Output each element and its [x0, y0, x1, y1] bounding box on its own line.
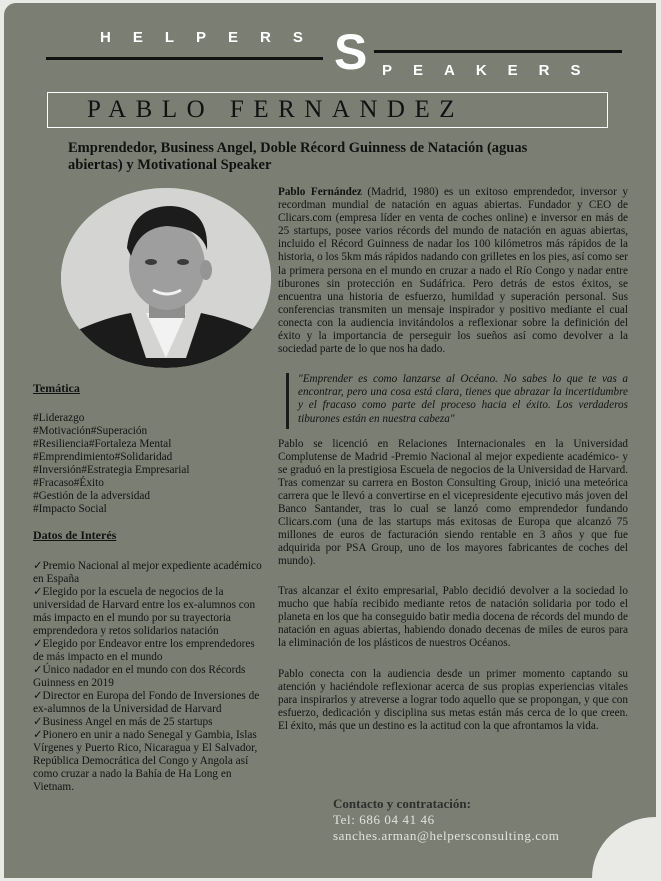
bio-paragraph-2: Pablo se licenció en Relaciones Internacionales en la Universidad Complutense de Madrid -Premio Nacional al mejor expediente académico- y se graduó en la prestigiosa Escuela de negocios de la Universidad de Harvard. Tras comenzar su carrera en Boston Consulting Group, inició una meteórica carrera que le llevó a convertirse en el vicepresidente ejecutivo más joven del Banco Santander, tras lo cual se lanzó como emprendedor fundando Clicars.com (una de las startups más exitosas de Europa que alcanzó 75 millones de euros de facturación siendo rentable en 3 años y que fue adquirida por PSA Group, uno de los mayores fabricantes de coches del mundo).	[278, 437, 628, 568]
datos-item: ✓Premio Nacional al mejor expediente académico en España	[33, 560, 262, 585]
datos-item: ✓Pionero en unir a nado Senegal y Gambia, Islas Vírgenes y Puerto Rico, Nicaragua y El Salvador, República Democrática del Congo y Angola así como cruzar a nado la Bahía de Ha Long en Vietnam.	[33, 729, 258, 793]
portrait-illustration	[61, 188, 271, 368]
tag-item: #Inversión#Estrategia Empresarial	[33, 464, 190, 476]
datos-list	[33, 560, 263, 794]
speaker-photo	[61, 188, 271, 368]
datos-item: ✓Business Angel en más de 25 startups	[33, 716, 213, 728]
header-divider-right	[374, 50, 622, 53]
tag-item: #Liderazgo	[33, 412, 85, 424]
datos-item: ✓Elegido por la escuela de negocios de la universidad de Harvard entre los ex-alumnos con más impacto en el mundo por su trayectoria emprendedora y retos solidarios natación	[33, 586, 256, 637]
quote-text: "Emprender es como lanzarse al Océano. No sabes lo que te vas a encontrar, pero una cosa está clara, tienes que abrazar la incertidumbre y el fracaso como parte del proceso hacia el éxito. Los verdaderos tiburones están en nuestra cabeza"	[298, 373, 628, 425]
header-divider-left	[46, 57, 323, 60]
bio-column	[278, 186, 628, 733]
brand-speakers: PEAKERS	[382, 62, 602, 79]
datos-item: ✓Elegido por Endeavor entre los emprendedores de más impacto en el mundo	[33, 638, 255, 663]
brand-helpers: HELPERS	[100, 29, 325, 46]
quote-block	[278, 373, 628, 425]
tematica-title: Temática	[33, 381, 80, 395]
tag-item: #Emprendimiento#Solidaridad	[33, 451, 173, 463]
contact-email[interactable]: sanches.arman@helpersconsulting.com	[333, 828, 560, 843]
tag-item: #Resiliencia#Fortaleza Mental	[33, 438, 172, 450]
datos-item: ✓Director en Europa del Fondo de Inversiones de ex-alumnos de la Universidad de Harvard	[33, 690, 260, 715]
contact-phone[interactable]: Tel: 686 04 41 46	[333, 812, 435, 827]
datos-item: ✓Único nadador en el mundo con dos Récords Guinness en 2019	[33, 664, 246, 689]
speaker-name: PABLO FERNANDEZ	[87, 96, 465, 123]
brand-initial: S	[334, 24, 368, 80]
left-column	[33, 382, 263, 794]
tag-item: #Motivación#Superación	[33, 425, 148, 437]
tematica-tags	[33, 412, 263, 516]
bio-intro	[278, 186, 628, 356]
bio-paragraph-4: Pablo conecta con la audiencia desde un primer momento captando su atención y haciéndole reflexionar acerca de sus propias experiencias vitales para inspirarlos y atreverse a lograr todo aquello que se propongan, y que con esfuerzo, dedicación y disciplina sus metas están más cerca de lo que creen. El éxito, más que un destino es la actitud con la que afrontamos la vida.	[278, 668, 628, 733]
bio-intro-text: (Madrid, 1980) es un exitoso emprendedor, inversor y recordman mundial de natación en aguas abiertas. Fundador y CEO de Clicars.com (empresa líder en venta de coches online) e inversor en más de 25 startups, posee varios récords del mundo de natación en aguas abiertas, incluido el Récord Guinness de nadar los 100 kilómetros más rápidos de la historia, o los 5km más rápidos nadando con grilletes en los pies, así como ser la primera persona en el mundo en cruzar a nado el Río Congo y nadar entre tiburones sin protección en Sudáfrica. Pero detrás de estos éxitos, se encuentra una historia de esfuerzo, humildad y superación personal. Sus conferencias transmiten un mensaje inspirador y positivo mediante el cual conecta con la audiencia invitándolos a reflexionar sobre la definición del éxito y la importancia de perseguir los sueños así como devolver a la sociedad parte de lo que nos ha dado.	[278, 186, 628, 356]
tag-item: #Impacto Social	[33, 503, 107, 515]
quote-bar	[286, 373, 289, 429]
contact-title: Contacto y contratación:	[333, 796, 471, 811]
bio-intro-name: Pablo Fernández	[278, 186, 362, 198]
tag-item: #Gestión de la adversidad	[33, 490, 151, 502]
bio-paragraph-3: Tras alcanzar el éxito empresarial, Pablo decidió devolver a la sociedad lo mucho que había recibido mediante retos de natación solidaria por todo el planeta en los que ha conseguido batir media docena de récords del mundo de natación en aguas abiertas, habiendo donado decenas de miles de euros para la eliminación de los plásticos de nuestros Océanos.	[278, 584, 628, 649]
tag-item: #Fracaso#Éxito	[33, 477, 104, 489]
contact-block	[333, 796, 559, 844]
datos-title: Datos de Interés	[33, 528, 117, 542]
speaker-subtitle: Emprendedor, Business Angel, Doble Récord Guinness de Natación (aguas abiertas) y Motivational Speaker	[68, 140, 528, 173]
